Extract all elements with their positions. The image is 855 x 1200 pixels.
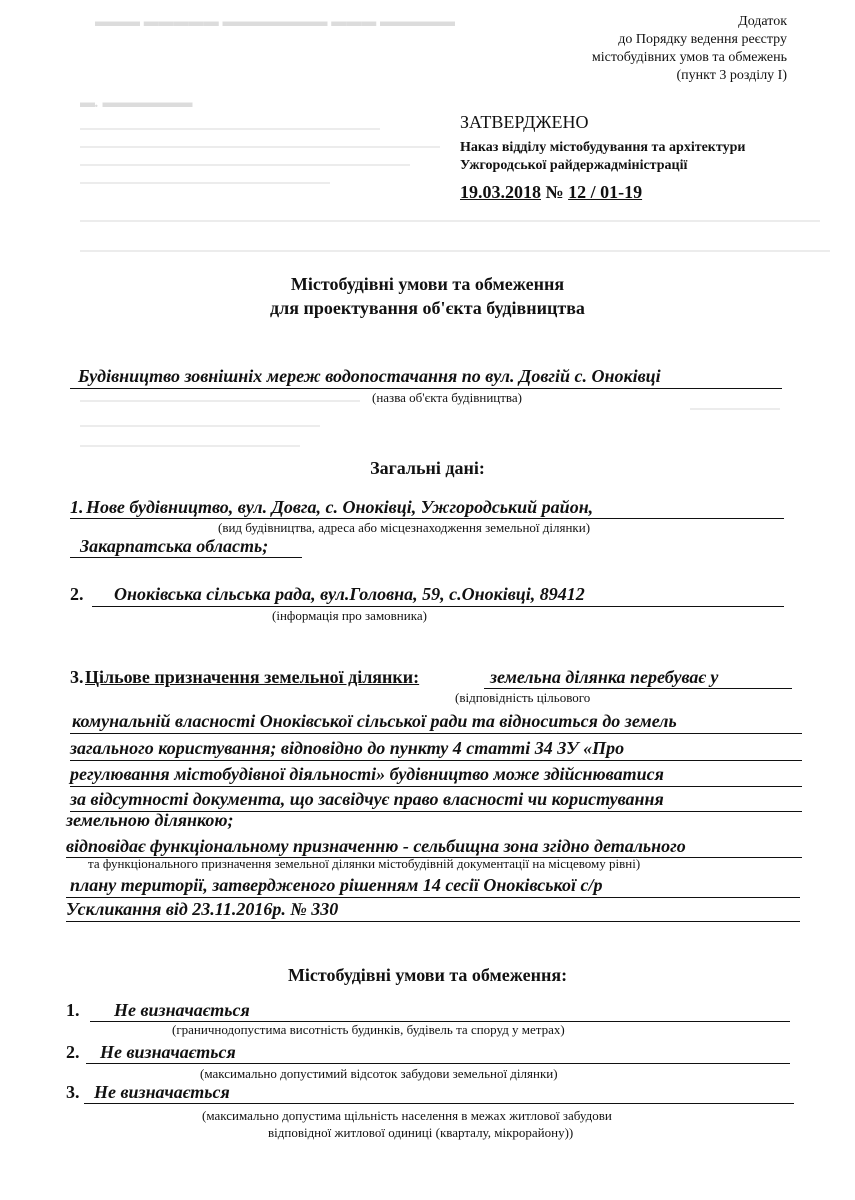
condition3-caption-line1: (максимально допустима щільність населення в межах житлової забудови (202, 1108, 612, 1123)
general-item2-text: Оноківська сільська рада, вул.Головна, 59, с.Оноківці, 89412 (114, 584, 585, 604)
bleed-through-line (80, 182, 330, 184)
approval-block (460, 112, 745, 203)
general-item2-caption: (інформація про замовника) (272, 608, 427, 623)
object-name: Будівництво зовнішніх мереж водопостачання по вул. Довгій с. Оноківці (78, 366, 661, 386)
general-item3-line: відповідає функціональному призначенню - сельбищна зона згідно детального (66, 836, 686, 856)
bleed-through-text: ▬. ▬▬▬▬▬▬ (80, 95, 193, 111)
general-item3-label: Цільове призначення земельної ділянки: (85, 667, 420, 687)
general-item3-line: загального користування; відповідно до пункту 4 статті 34 ЗУ «Про (70, 738, 625, 758)
document-title (0, 272, 855, 320)
general-item3-line: плану території, затвердженого рішенням 14 сесії Оноківської с/р (70, 875, 603, 895)
condition3-value: Не визначається (94, 1082, 230, 1102)
general-item1-line1: Нове будівництво, вул. Довга, с. Оноківці, Ужгородський район, (86, 497, 594, 517)
general-item3-line: земельною ділянкою; (66, 810, 234, 830)
document-title-line1: Містобудівні умови та обмеження (290, 274, 565, 294)
approval-number: 12 / 01-19 (568, 182, 643, 202)
condition3-underline (84, 1103, 794, 1104)
addendum-line: (пункт 3 розділу І) (676, 68, 787, 83)
condition3-number: 3. (66, 1082, 80, 1102)
condition3-caption-line2: відповідної житлової одиниці (кварталу, мікрорайону)) (268, 1125, 574, 1140)
general-item1-line2-underline (70, 557, 302, 558)
number-sign: № (545, 182, 564, 202)
bleed-through-line (80, 128, 380, 130)
addendum-line: містобудівних умов та обмежень (591, 50, 787, 65)
general-item3-underline (70, 760, 802, 761)
general-item1-caption: (вид будівництва, адреса або місцезнаходження земельної ділянки) (218, 520, 591, 535)
bleed-through-line (80, 250, 830, 252)
general-item3-line: за відсутності документа, що засвідчує право власності чи користування (70, 789, 664, 809)
bleed-through-line (80, 220, 820, 222)
approval-date: 19.03.2018 (460, 182, 541, 202)
general-item3-underline (484, 688, 792, 689)
condition2-caption: (максимально допустимий відсоток забудови земельної ділянки) (200, 1066, 558, 1081)
bleed-through-line (80, 400, 360, 402)
addendum-header (592, 13, 787, 85)
approval-number-line (460, 182, 745, 203)
document-title-line2: для проектування об'єкта будівництва (270, 298, 585, 318)
object-name-caption: (назва об'єкта будівництва) (372, 390, 523, 405)
general-item2-number: 2. (70, 584, 84, 604)
conditions-heading: Містобудівні умови та обмеження: (287, 965, 568, 985)
bleed-through-line (80, 164, 410, 166)
general-item3-caption2: та функціонального призначення земельної ділянки містобудівній документації на місцевому рівні) (88, 856, 641, 871)
condition2-value: Не визначається (100, 1042, 236, 1062)
general-item3-caption1: (відповідність цільового (455, 690, 591, 705)
condition1-number: 1. (66, 1000, 80, 1020)
general-item3-line: регулювання містобудівної діяльності» будівництво може здійснюватися (70, 764, 664, 784)
general-item3-line: комунальній власності Оноківської сільської ради та відноситься до земель (72, 711, 677, 731)
general-item3-underline (66, 921, 800, 922)
general-item3-underline (66, 897, 800, 898)
general-item3-number: 3. (70, 667, 84, 687)
bleed-through-line (80, 425, 320, 427)
bleed-through-line (80, 146, 440, 148)
approval-order-line: Наказ відділу містобудування та архітектури (460, 140, 746, 155)
general-item3-line: Ускликання від 23.11.2016р. № 330 (66, 899, 339, 919)
general-item3-underline (70, 733, 802, 734)
general-item1-underline (70, 518, 784, 519)
addendum-line: Додаток (738, 14, 787, 29)
approval-org-line: Ужгородської райдержадміністрації (460, 158, 688, 173)
condition2-underline (86, 1063, 790, 1064)
condition1-value: Не визначається (114, 1000, 250, 1020)
general-item1-number: 1. (70, 497, 84, 517)
bleed-through-text: ▬▬▬ ▬▬▬▬▬ ▬▬▬▬▬▬▬ ▬▬▬ ▬▬▬▬▬ (95, 14, 455, 30)
bleed-through-line (690, 408, 780, 410)
general-data-heading: Загальні дані: (370, 458, 485, 478)
bleed-through-line (80, 445, 300, 447)
general-item2-underline (92, 606, 784, 607)
condition2-number: 2. (66, 1042, 80, 1062)
general-item3-value-start: земельна ділянка перебуває у (490, 667, 719, 687)
addendum-line: до Порядку ведення реєстру (618, 32, 787, 47)
approval-title: ЗАТВЕРДЖЕНО (460, 112, 589, 132)
object-name-underline (70, 388, 782, 389)
condition1-caption: (граничнодопустима висотність будинків, будівель та споруд у метрах) (172, 1022, 565, 1037)
general-item3-underline (70, 786, 802, 787)
general-item1-line2: Закарпатська область; (80, 536, 269, 556)
